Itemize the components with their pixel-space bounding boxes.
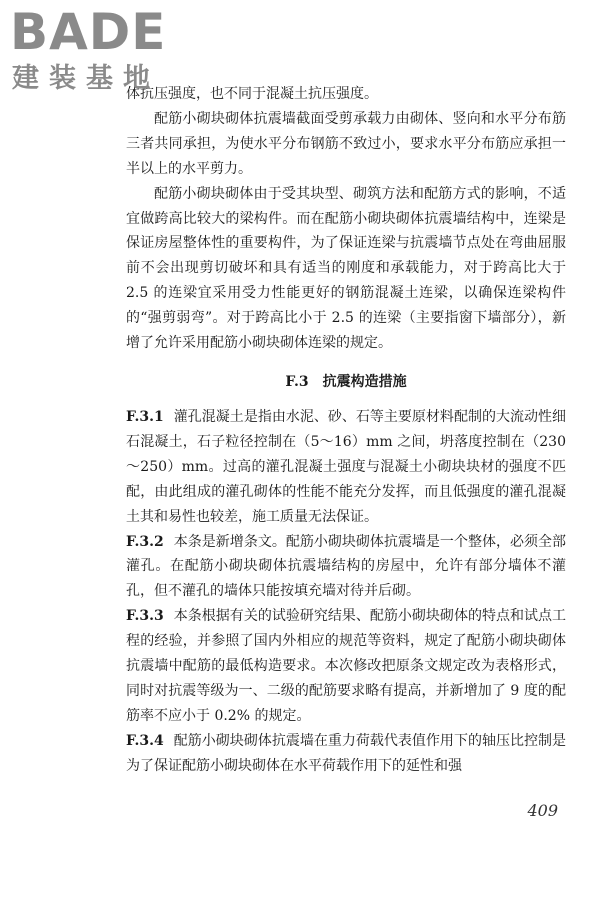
clause-text: 配筋小砌块砌体抗震墙在重力荷载代表值作用下的轴压比控制是为了保证配筋小砌块砌体在水平荷载作用下的延性和强 xyxy=(126,732,566,774)
clause-number: F.3.2 xyxy=(126,533,164,550)
bade-logo xyxy=(10,3,185,96)
paragraph-2: 配筋小砌块砌体抗震墙截面受剪承载力由砌体、竖向和水平分布筋三者共同承担，为使水平分布钢筋不致过小，要求水平分布筋应承担一半以上的水平剪力。 xyxy=(126,110,566,177)
clause-text: 本条是新增条文。配筋小砌块砌体抗震墙是一个整体，必须全部灌孔。在配筋小砌块砌体抗震墙结构的房屋中，允许有部分墙体不灌孔，但不灌孔的墙体只能按填充墙对待并后砌。 xyxy=(126,533,566,600)
clause-f32 xyxy=(126,530,566,605)
paragraph-1: 体抗压强度，也不同于混凝土抗压强度。 xyxy=(126,86,378,102)
page-number: 409 xyxy=(527,801,558,820)
clause-number: F.3.4 xyxy=(126,732,164,749)
clause-text: 灌孔混凝土是指由水泥、砂、石等主要原材料配制的大流动性细石混凝土，石子粒径控制在（5～16）mm 之间，坍落度控制在（230～250）mm。过高的灌孔混凝土强度与混凝土小砌块块材的强度不匹配，由此组成的灌孔砌体的性能不能充分发挥，而且低强度的灌孔混凝土其和易性也较差，施工质量无法保证。 xyxy=(126,408,566,525)
section-heading: F.3 抗震构造措施 xyxy=(285,373,407,390)
page-content xyxy=(126,82,566,779)
logo-wordmark: BADE xyxy=(10,3,167,61)
clause-f34 xyxy=(126,729,566,779)
clause-number: F.3.3 xyxy=(126,608,164,625)
clause-f33 xyxy=(126,604,566,729)
clause-text: 本条根据有关的试验研究结果、配筋小砌块砌体的特点和试点工程的经验，并参照了国内外相应的规范等资料，规定了配筋小砌块砌体抗震墙中配筋的最低构造要求。本次修改把原条文规定改为表格形式，同时对抗震等级为一、二级的配筋要求略有提高，并新增加了 9 度的配筋率不应小于 0.2% 的规定。 xyxy=(126,608,566,724)
paragraph-3: 配筋小砌块砌体由于受其块型、砌筑方法和配筋方式的影响，不适宜做跨高比较大的梁构件。而在配筋小砌块砌体抗震墙结构中，连梁是保证房屋整体性的重要构件，为了保证连梁与抗震墙节点处在弯曲屈服前不会出现剪切破坏和具有适当的刚度和承载能力，对于跨高比大于 2.5 的连梁宜采用受力性能更好的钢筋混凝土连梁，以确保连梁构件的“强剪弱弯”。对于跨高比小于 2.5 的连梁（主要指窗下墙部分），新增了允许采用配筋小砌块砌体连梁的规定。 xyxy=(126,185,566,352)
logo-subtitle: 建装基地 xyxy=(12,63,160,94)
clause-f31 xyxy=(126,405,566,530)
clause-number: F.3.1 xyxy=(126,408,164,425)
